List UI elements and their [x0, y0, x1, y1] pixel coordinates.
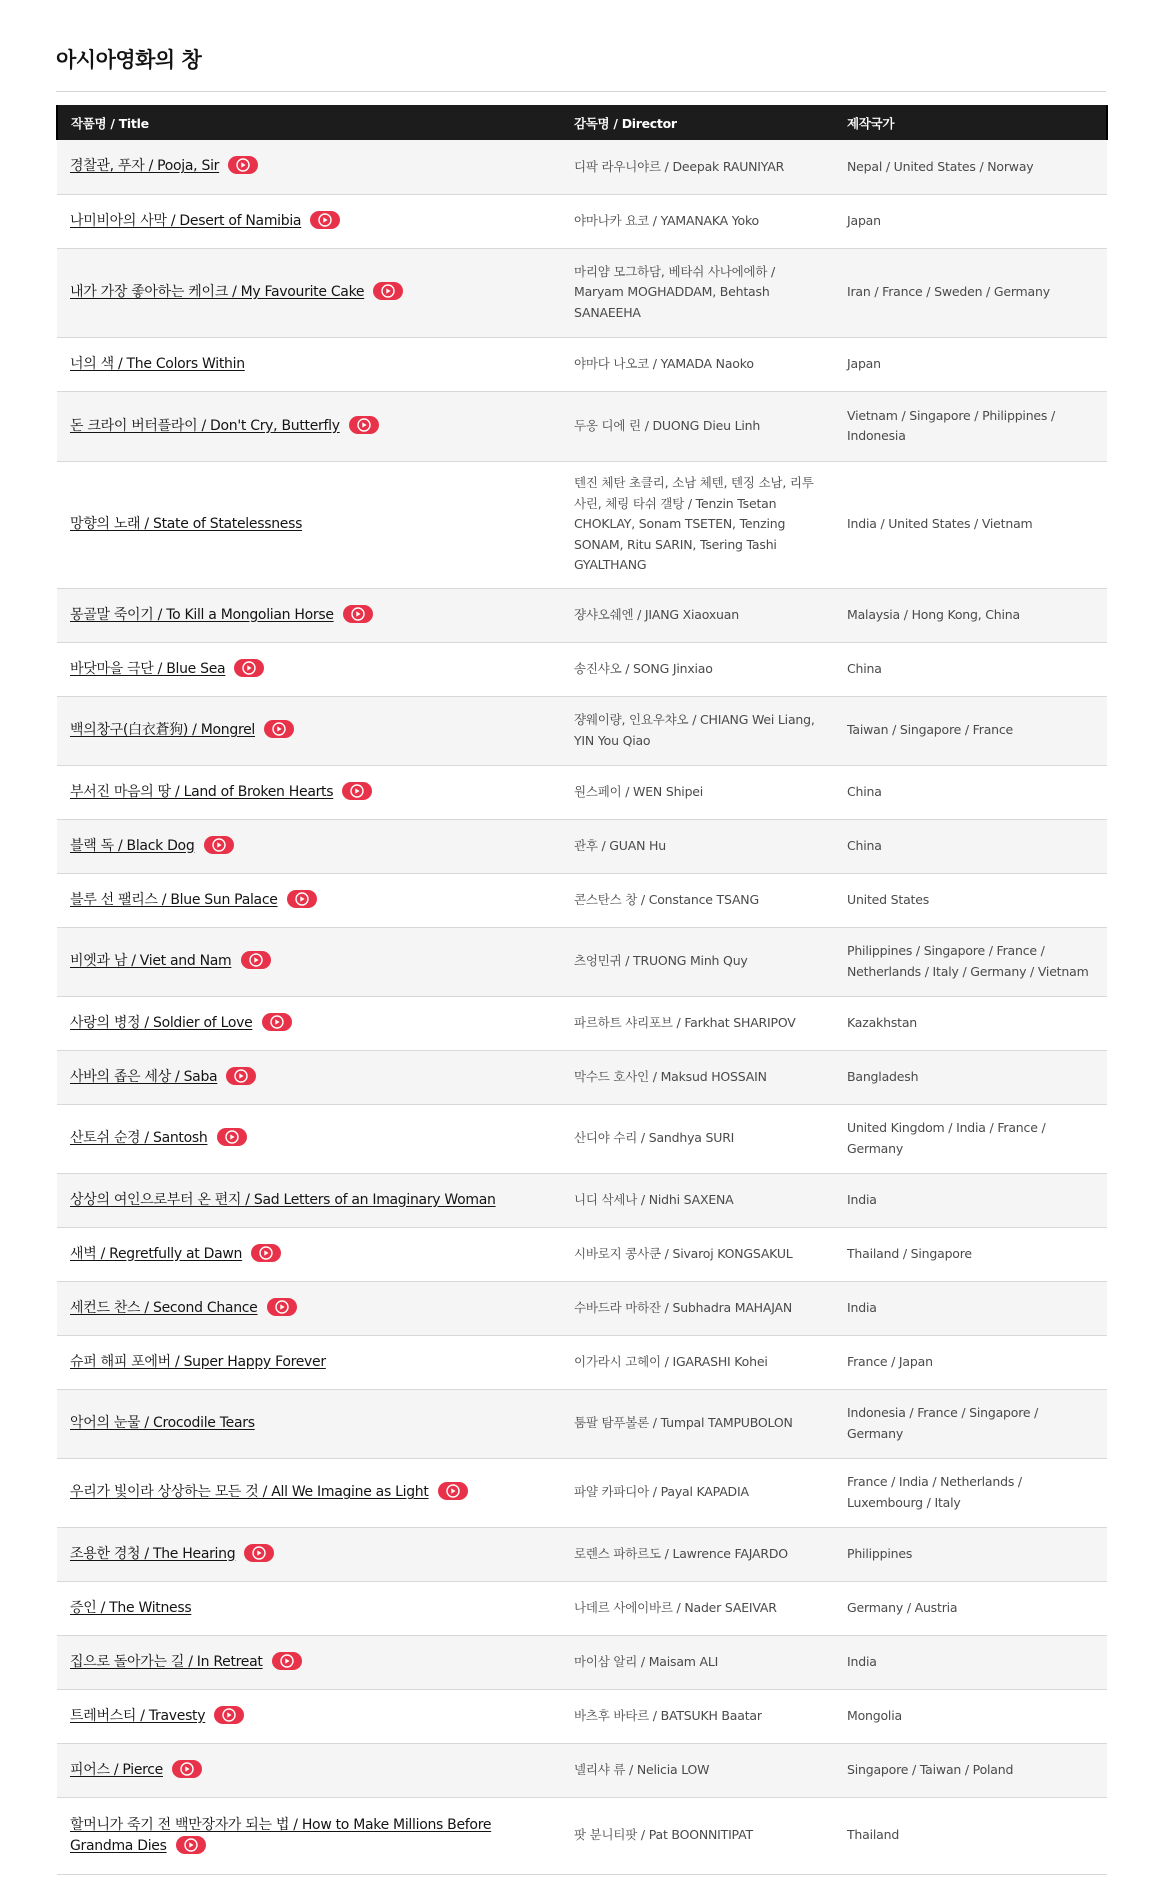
- cell-country: Vietnam / Singapore / Philippines / Indonesia: [834, 391, 1107, 461]
- film-table: [56, 105, 1108, 1875]
- film-title-link[interactable]: 산토쉬 순경 / Santosh: [70, 1130, 208, 1146]
- table-row: [57, 391, 1107, 461]
- cell-country: Singapore / Taiwan / Poland: [834, 1743, 1107, 1797]
- table-row: [57, 873, 1107, 927]
- table-row: [57, 996, 1107, 1050]
- cell-title: [57, 1104, 561, 1173]
- cell-director: 쟝웨이량, 인요우챠오 / CHIANG Wei Liang, YIN You Qiao: [561, 696, 834, 765]
- cell-title: [57, 1335, 561, 1389]
- cell-director: 원스페이 / WEN Shipei: [561, 765, 834, 819]
- film-title-link[interactable]: 블루 선 팰리스 / Blue Sun Palace: [70, 891, 278, 908]
- film-title-link[interactable]: 우리가 빛이라 상상하는 모든 것 / All We Imagine as Light: [70, 1484, 429, 1500]
- cell-director: 넬리샤 류 / Nelicia LOW: [561, 1743, 834, 1797]
- play-button-icon[interactable]: [217, 1128, 247, 1146]
- table-row: [57, 1581, 1107, 1635]
- table-row: [57, 642, 1107, 696]
- film-title-link[interactable]: 슈퍼 해피 포에버 / Super Happy Forever: [70, 1353, 326, 1370]
- table-row: [57, 1104, 1107, 1173]
- film-title-link[interactable]: 세컨드 찬스 / Second Chance: [70, 1299, 258, 1316]
- play-button-icon[interactable]: [373, 282, 403, 300]
- play-button-icon[interactable]: [228, 156, 258, 174]
- table-row: [57, 337, 1107, 391]
- page-title: 아시아영화의 창: [56, 48, 202, 72]
- film-title-link[interactable]: 사바의 좁은 세상 / Saba: [70, 1068, 218, 1085]
- cell-director: 두옹 디에 린 / DUONG Dieu Linh: [561, 391, 834, 461]
- cell-title: [57, 1173, 561, 1227]
- film-title-link[interactable]: 피어스 / Pierce: [70, 1761, 163, 1778]
- cell-country: Bangladesh: [834, 1050, 1107, 1104]
- film-title-link[interactable]: 상상의 여인으로부터 온 편지 / Sad Letters of an Imaginary Woman: [70, 1191, 496, 1208]
- cell-country: Malaysia / Hong Kong, China: [834, 588, 1107, 642]
- cell-country: Indonesia / France / Singapore / Germany: [834, 1389, 1107, 1458]
- film-title-link[interactable]: 악어의 눈물 / Crocodile Tears: [70, 1415, 255, 1431]
- cell-country: Philippines / Singapore / France / Netherlands / Italy / Germany / Vietnam: [834, 927, 1107, 996]
- cell-country: China: [834, 642, 1107, 696]
- cell-title: [57, 1227, 561, 1281]
- play-button-icon[interactable]: [272, 1652, 302, 1670]
- film-title-link[interactable]: 너의 색 / The Colors Within: [70, 355, 245, 372]
- table-row: [57, 819, 1107, 873]
- cell-title: [57, 996, 561, 1050]
- cell-director: 툼팔 탐푸볼론 / Tumpal TAMPUBOLON: [561, 1389, 834, 1458]
- cell-title: [57, 927, 561, 996]
- cell-director: 산디야 수리 / Sandhya SURI: [561, 1104, 834, 1173]
- play-button-icon[interactable]: [204, 836, 234, 854]
- film-title-link[interactable]: 부서진 마음의 땅 / Land of Broken Hearts: [70, 783, 334, 800]
- table-row: [57, 194, 1107, 248]
- cell-country: United Kingdom / India / France / Germany: [834, 1104, 1107, 1173]
- cell-director: 팟 분니티팟 / Pat BOONNITIPAT: [561, 1797, 834, 1874]
- cell-title: [57, 588, 561, 642]
- cell-director: 콘스탄스 창 / Constance TSANG: [561, 873, 834, 927]
- film-title-link[interactable]: 바닷마을 극단 / Blue Sea: [70, 660, 226, 677]
- table-row: [57, 1458, 1107, 1527]
- film-title-link[interactable]: 나미비아의 사막 / Desert of Namibia: [70, 212, 302, 229]
- film-title-link[interactable]: 몽골말 죽이기 / To Kill a Mongolian Horse: [70, 606, 334, 623]
- cell-title: [57, 642, 561, 696]
- cell-director: 야마다 나오코 / YAMADA Naoko: [561, 337, 834, 391]
- play-button-icon[interactable]: [226, 1067, 256, 1085]
- play-button-icon[interactable]: [251, 1244, 281, 1262]
- film-title-link[interactable]: 내가 가장 좋아하는 케이크 / My Favourite Cake: [70, 284, 365, 300]
- play-button-icon[interactable]: [349, 416, 379, 434]
- table-row: [57, 1743, 1107, 1797]
- cell-country: China: [834, 765, 1107, 819]
- cell-country: Japan: [834, 337, 1107, 391]
- film-title-link[interactable]: 트레버스티 / Travesty: [70, 1707, 206, 1724]
- cell-director: 쟝샤오쉐엔 / JIANG Xiaoxuan: [561, 588, 834, 642]
- film-title-link[interactable]: 망향의 노래 / State of Statelessness: [70, 516, 303, 532]
- film-title-link[interactable]: 백의창구(白衣蒼狗) / Mongrel: [70, 722, 255, 738]
- cell-title: [57, 461, 561, 588]
- table-row: [57, 696, 1107, 765]
- cell-country: Thailand: [834, 1797, 1107, 1874]
- header-country: 제작국가: [834, 105, 1107, 140]
- cell-country: Iran / France / Sweden / Germany: [834, 248, 1107, 337]
- cell-director: 송진샤오 / SONG Jinxiao: [561, 642, 834, 696]
- table-row: [57, 1797, 1107, 1874]
- table-row: [57, 1335, 1107, 1389]
- table-row: [57, 1635, 1107, 1689]
- table-row: [57, 1173, 1107, 1227]
- cell-title: [57, 1581, 561, 1635]
- cell-director: 니디 삭세나 / Nidhi SAXENA: [561, 1173, 834, 1227]
- cell-title: [57, 1458, 561, 1527]
- film-title-link[interactable]: 블랙 독 / Black Dog: [70, 837, 195, 854]
- film-title-link[interactable]: 사랑의 병정 / Soldier of Love: [70, 1014, 253, 1031]
- cell-title: [57, 1389, 561, 1458]
- header-director: 감독명 / Director: [574, 115, 677, 131]
- cell-title: [57, 1050, 561, 1104]
- film-title-link[interactable]: 돈 크라이 버터플라이 / Don't Cry, Butterfly: [70, 417, 340, 434]
- cell-country: Taiwan / Singapore / France: [834, 696, 1107, 765]
- cell-title: [57, 337, 561, 391]
- table-row: [57, 461, 1107, 588]
- cell-director: 마이삼 알리 / Maisam ALI: [561, 1635, 834, 1689]
- cell-title: [57, 1281, 561, 1335]
- cell-country: India: [834, 1281, 1107, 1335]
- cell-country: Japan: [834, 194, 1107, 248]
- cell-title: [57, 765, 561, 819]
- cell-director: 마리얌 모그하담, 베타쉬 사나에에하 / Maryam MOGHADDAM, Behtash SANAEEHA: [561, 248, 834, 337]
- play-button-icon[interactable]: [172, 1760, 202, 1778]
- table-row: [57, 1050, 1107, 1104]
- table-row: [57, 248, 1107, 337]
- film-title-link[interactable]: 경찰관, 푸자 / Pooja, Sir: [70, 158, 220, 175]
- cell-director: 관후 / GUAN Hu: [561, 819, 834, 873]
- play-button-icon[interactable]: [244, 1544, 274, 1562]
- film-title-link[interactable]: 새벽 / Regretfully at Dawn: [70, 1245, 243, 1262]
- cell-country: Germany / Austria: [834, 1581, 1107, 1635]
- play-button-icon[interactable]: [241, 951, 271, 969]
- table-row: [57, 765, 1107, 819]
- film-title-link[interactable]: 조용한 경청 / The Hearing: [70, 1545, 236, 1562]
- play-button-icon[interactable]: [287, 890, 317, 908]
- table-row: [57, 588, 1107, 642]
- cell-director: 디팍 라우니야르 / Deepak RAUNIYAR: [561, 140, 834, 194]
- cell-country: Philippines: [834, 1527, 1107, 1581]
- table-row: [57, 927, 1107, 996]
- play-button-icon[interactable]: [310, 211, 340, 229]
- cell-title: [57, 1635, 561, 1689]
- cell-director: 나데르 사에이바르 / Nader SAEIVAR: [561, 1581, 834, 1635]
- cell-director: 야마나카 요코 / YAMANAKA Yoko: [561, 194, 834, 248]
- title-divider: [56, 91, 1106, 92]
- play-button-icon[interactable]: [343, 605, 373, 623]
- play-button-icon[interactable]: [342, 782, 372, 800]
- film-title-link[interactable]: 증인 / The Witness: [70, 1599, 192, 1616]
- cell-country: Nepal / United States / Norway: [834, 140, 1107, 194]
- cell-country: India / United States / Vietnam: [834, 461, 1107, 588]
- cell-director: 파르하트 샤리포브 / Farkhat SHARIPOV: [561, 996, 834, 1050]
- cell-title: [57, 819, 561, 873]
- cell-country: Kazakhstan: [834, 996, 1107, 1050]
- cell-director: 텐진 체탄 초클리, 소남 체텐, 텐징 소남, 리투 사린, 체링 타쉬 갤탕 / Tenzin Tsetan CHOKLAY, Sonam TSETEN, Tenzing SONAM, Ritu SARIN, Tsering Tashi GYALTHANG: [561, 461, 834, 588]
- cell-director: 시바로지 콩사쿤 / Sivaroj KONGSAKUL: [561, 1227, 834, 1281]
- cell-country: China: [834, 819, 1107, 873]
- cell-title: [57, 1797, 561, 1874]
- table-row: [57, 1689, 1107, 1743]
- table-row: [57, 1227, 1107, 1281]
- cell-country: France / India / Netherlands / Luxembourg / Italy: [834, 1458, 1107, 1527]
- cell-director: 로렌스 파하르도 / Lawrence FAJARDO: [561, 1527, 834, 1581]
- cell-director: 츠엉민귀 / TRUONG Minh Quy: [561, 927, 834, 996]
- cell-title: [57, 140, 561, 194]
- play-button-icon[interactable]: [267, 1298, 297, 1316]
- cell-title: [57, 1527, 561, 1581]
- cell-director: 파얄 카파디아 / Payal KAPADIA: [561, 1458, 834, 1527]
- cell-country: United States: [834, 873, 1107, 927]
- table-row: [57, 1527, 1107, 1581]
- play-button-icon[interactable]: [214, 1706, 244, 1724]
- header-title: 작품명 / Title: [57, 105, 561, 140]
- play-button-icon[interactable]: [438, 1482, 468, 1500]
- film-title-link[interactable]: 비엣과 남 / Viet and Nam: [70, 953, 232, 969]
- film-title-link[interactable]: 할머니가 죽기 전 백만장자가 되는 법 / How to Make Millions Before Grandma Dies: [70, 1816, 492, 1854]
- cell-title: [57, 1743, 561, 1797]
- cell-title: [57, 696, 561, 765]
- cell-title: [57, 873, 561, 927]
- play-button-icon[interactable]: [262, 1013, 292, 1031]
- cell-country: India: [834, 1173, 1107, 1227]
- cell-director: 수바드라 마하잔 / Subhadra MAHAJAN: [561, 1281, 834, 1335]
- table-row: [57, 1389, 1107, 1458]
- cell-director: 바츠후 바타르 / BATSUKH Baatar: [561, 1689, 834, 1743]
- play-button-icon[interactable]: [234, 659, 264, 677]
- play-button-icon[interactable]: [264, 720, 294, 738]
- cell-director: 이가라시 고헤이 / IGARASHI Kohei: [561, 1335, 834, 1389]
- cell-title: [57, 248, 561, 337]
- table-body: [57, 140, 1107, 1874]
- film-title-link[interactable]: 집으로 돌아가는 길 / In Retreat: [70, 1653, 263, 1670]
- cell-title: [57, 194, 561, 248]
- cell-title: [57, 391, 561, 461]
- cell-country: Thailand / Singapore: [834, 1227, 1107, 1281]
- table-row: [57, 1281, 1107, 1335]
- table-header: [57, 105, 1107, 140]
- header-row: [57, 105, 1107, 140]
- play-button-icon[interactable]: [176, 1836, 206, 1854]
- cell-country: Mongolia: [834, 1689, 1107, 1743]
- table-row: [57, 140, 1107, 194]
- cell-director: 막수드 호사인 / Maksud HOSSAIN: [561, 1050, 834, 1104]
- cell-title: [57, 1689, 561, 1743]
- cell-country: France / Japan: [834, 1335, 1107, 1389]
- cell-country: India: [834, 1635, 1107, 1689]
